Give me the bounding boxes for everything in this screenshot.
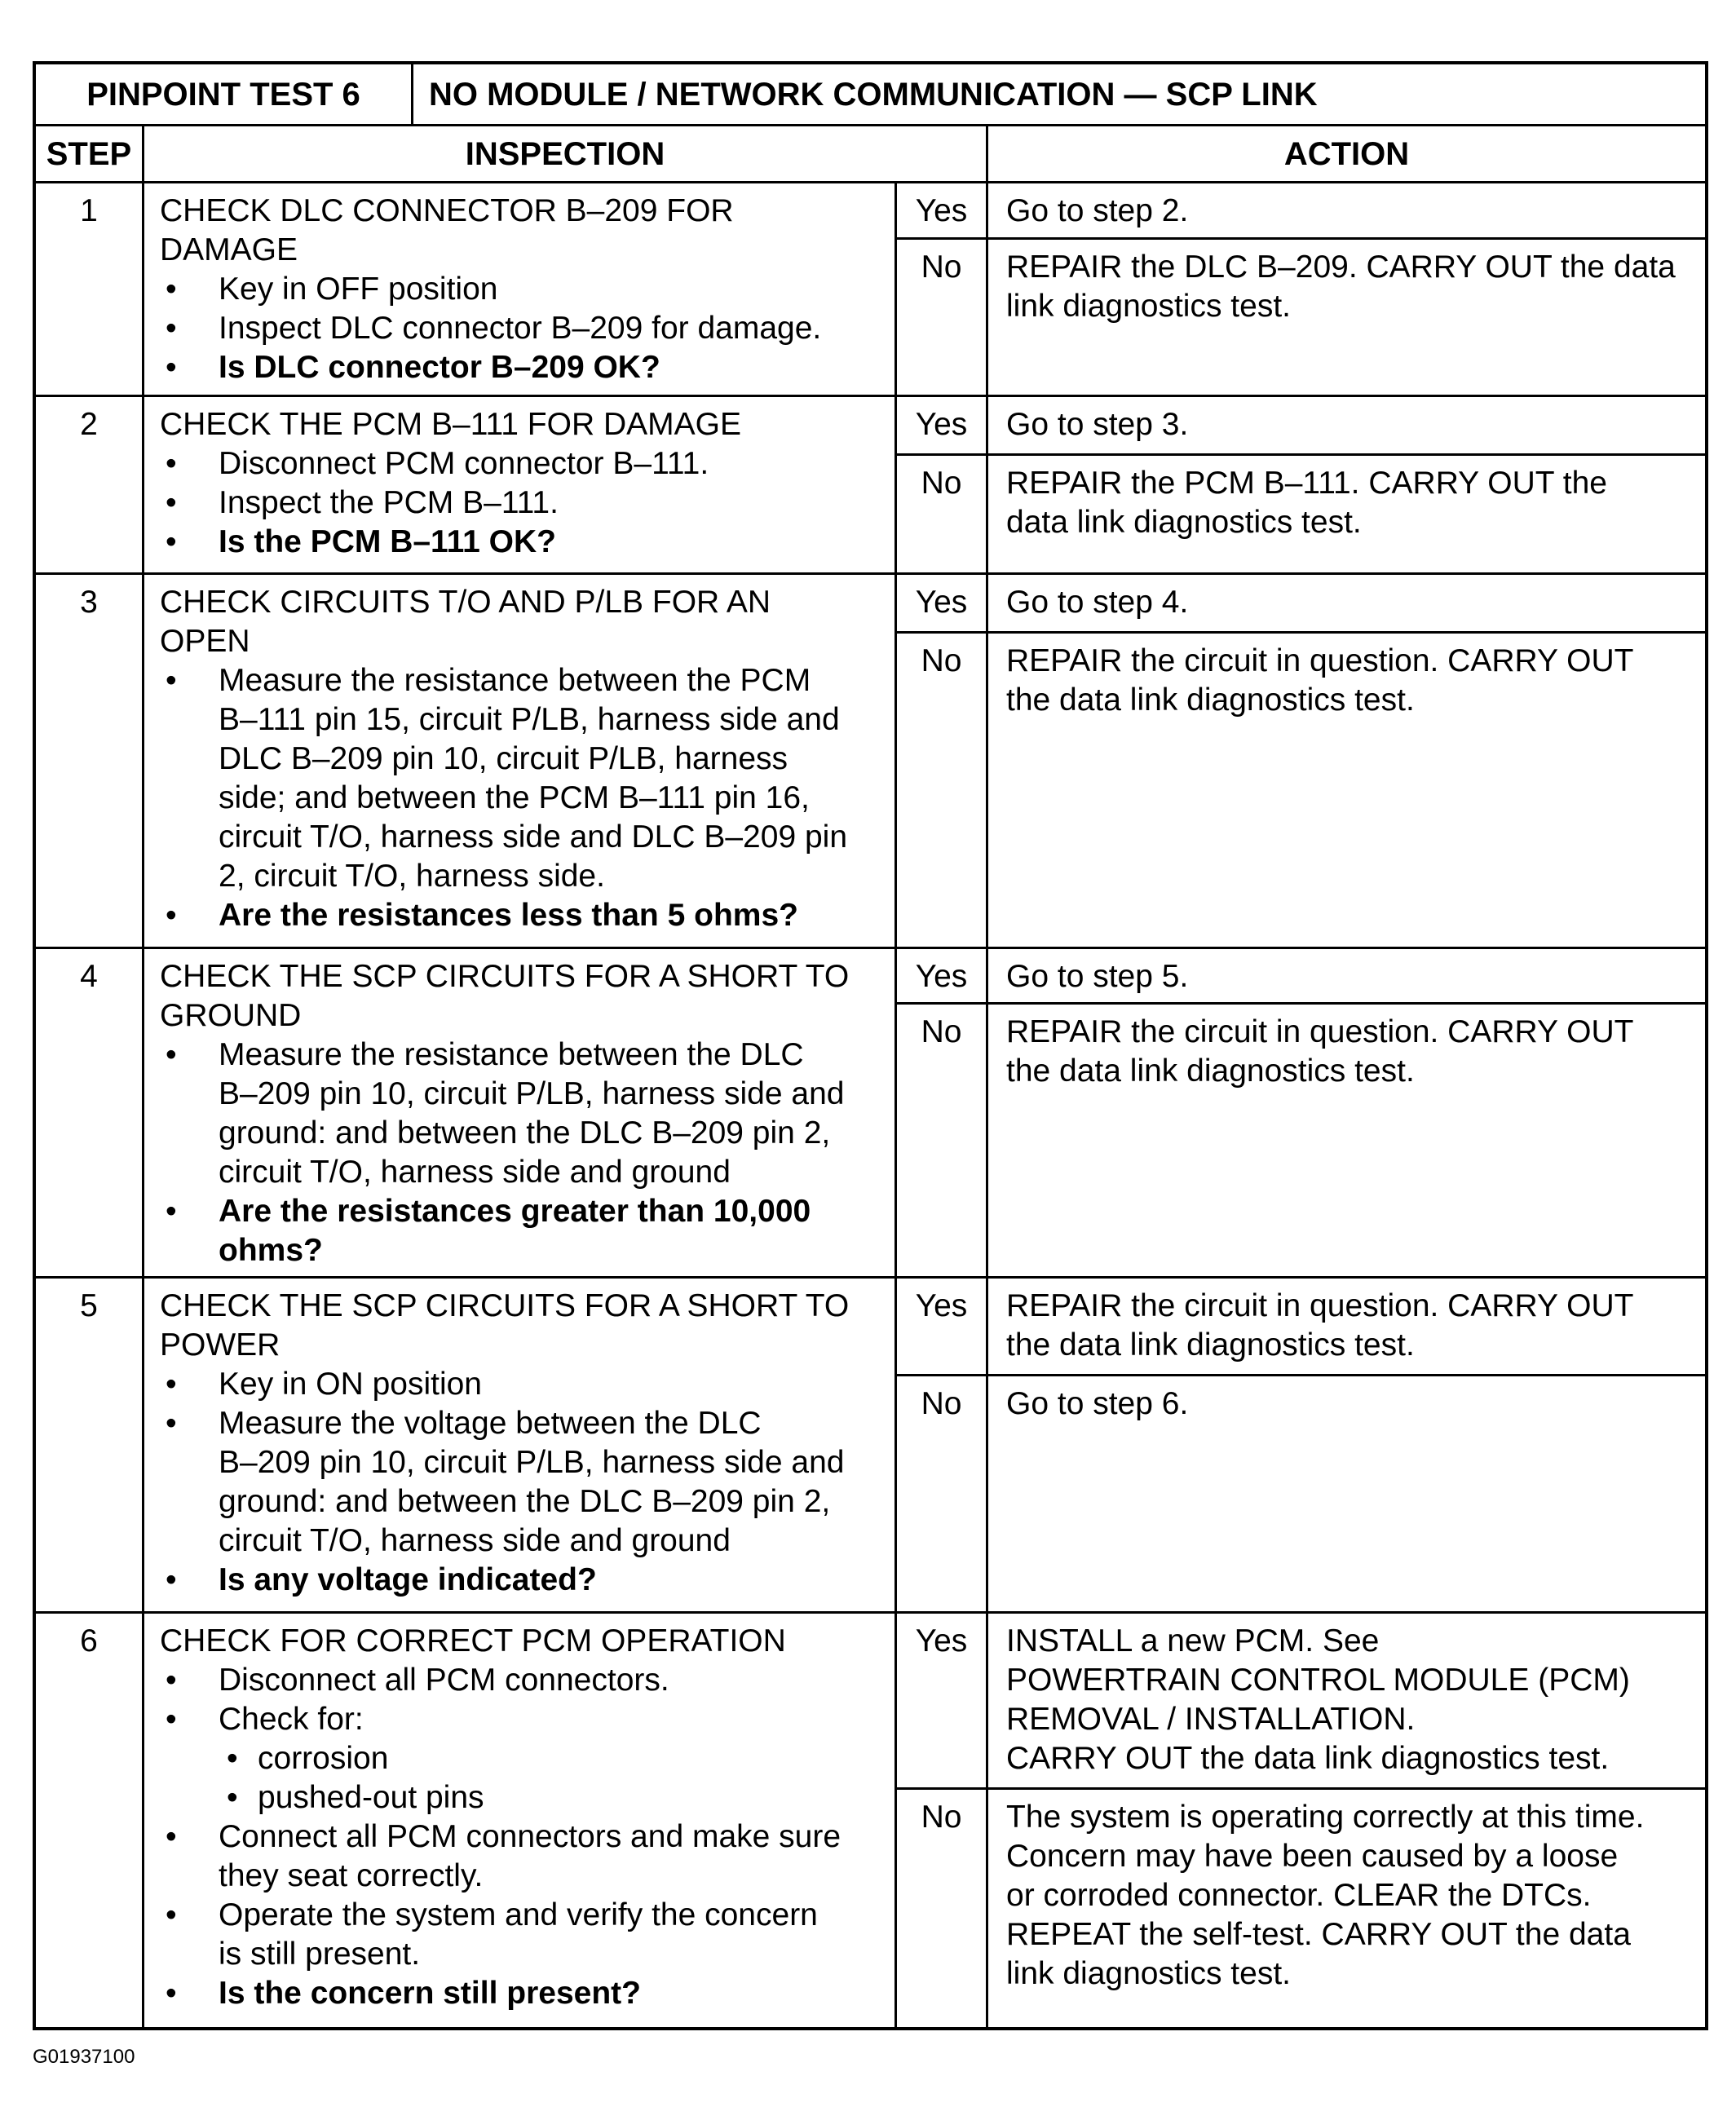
action-column-header: ACTION — [988, 126, 1705, 181]
sub-bullet-text: • corrosion — [258, 1741, 389, 1776]
step-3-inspection — [144, 575, 895, 947]
step-3-check-title: CHECK CIRCUITS T/O AND P/LB FOR AN OPEN — [160, 585, 771, 659]
step-4-no-label: No — [897, 1005, 986, 1276]
step-4-no-action: REPAIR the circuit in question. CARRY OUT the data link diagnostics test. — [988, 1005, 1705, 1276]
bullet-text: • Disconnect PCM connector B–111. — [219, 446, 709, 481]
bullet-text: • Operate the system and verify the concern is still present. — [219, 1897, 818, 1972]
step-1-yes-label: Yes — [897, 183, 986, 237]
bullet-text: • Key in ON position — [219, 1367, 482, 1402]
step-4-question — [160, 1192, 891, 1270]
step-2-check-title: CHECK THE PCM B–111 FOR DAMAGE — [160, 407, 741, 442]
pinpoint-test-table — [33, 61, 1708, 2030]
step-6-bullet-2 — [160, 1700, 891, 1817]
step-1-check-title: CHECK DLC CONNECTOR B–209 FOR DAMAGE — [160, 193, 734, 267]
step-4-check-title: CHECK THE SCP CIRCUITS FOR A SHORT TO GROUND — [160, 959, 850, 1033]
step-3-yes-label: Yes — [897, 575, 986, 631]
question-text: • Are the resistances less than 5 ohms? — [219, 898, 798, 933]
question-text: • Is DLC connector B–209 OK? — [219, 350, 660, 385]
test-title-header: NO MODULE / NETWORK COMMUNICATION — SCP LINK — [413, 64, 1705, 124]
step-2-no-action: REPAIR the PCM B–111. CARRY OUT the data link diagnostics test. — [988, 456, 1705, 572]
bullet-text: • Key in OFF position — [219, 272, 498, 307]
step-6-check-title: CHECK FOR CORRECT PCM OPERATION — [160, 1623, 786, 1658]
step-5-check-title: CHECK THE SCP CIRCUITS FOR A SHORT TO POWER — [160, 1288, 850, 1363]
step-3-bullet-1 — [160, 661, 891, 896]
bullet-text: • Measure the resistance between the DLC B–209 pin 10, circuit P/LB, harness side and ground: and between the DLC B–209 pin 2, circuit T/O, harness side and ground — [219, 1037, 845, 1190]
step-6-yes-label: Yes — [897, 1614, 986, 1787]
step-4-inspection — [144, 949, 895, 1276]
step-5-question — [160, 1561, 891, 1600]
step-2-no-label: No — [897, 456, 986, 572]
step-4-yes-action: Go to step 5. — [988, 949, 1705, 1002]
step-4-bullet-1 — [160, 1036, 891, 1192]
step-2-yes-action: Go to step 3. — [988, 397, 1705, 453]
question-text: • Is the concern still present? — [219, 1976, 641, 2011]
question-text: • Is the PCM B–111 OK? — [219, 524, 556, 559]
step-column-header: STEP — [36, 126, 142, 181]
step-1-bullet-1 — [160, 270, 891, 309]
step-4-yes-label: Yes — [897, 949, 986, 1002]
step-1-question — [160, 348, 891, 387]
bullet-text: • Disconnect all PCM connectors. — [219, 1663, 669, 1698]
step-3-question — [160, 896, 891, 935]
step-6-yes-action: INSTALL a new PCM. See POWERTRAIN CONTROL MODULE (PCM) REMOVAL / INSTALLATION. CARRY OUT the data link diagnostics test. — [988, 1614, 1705, 1787]
step-1-no-action: REPAIR the DLC B–209. CARRY OUT the data link diagnostics test. — [988, 240, 1705, 395]
test-number-header: PINPOINT TEST 6 — [36, 64, 411, 124]
step-3-no-label: No — [897, 634, 986, 947]
step-3-number: 3 — [36, 575, 142, 947]
question-text: • Are the resistances greater than 10,000 ohms? — [219, 1194, 811, 1268]
step-1-number: 1 — [36, 183, 142, 395]
step-6-bullet-4 — [160, 1896, 891, 1974]
step-5-number: 5 — [36, 1279, 142, 1611]
question-text: • Is any voltage indicated? — [219, 1562, 597, 1597]
step-2-yes-label: Yes — [897, 397, 986, 453]
step-1-yes-action: Go to step 2. — [988, 183, 1705, 237]
step-3-no-action: REPAIR the circuit in question. CARRY OUT the data link diagnostics test. — [988, 634, 1705, 947]
step-5-no-label: No — [897, 1376, 986, 1611]
step-2-bullet-2 — [160, 484, 891, 523]
step-2-number: 2 — [36, 397, 142, 572]
step-1-bullet-2 — [160, 309, 891, 348]
sub-bullet-text: • pushed-out pins — [258, 1780, 484, 1815]
step-5-no-action: Go to step 6. — [988, 1376, 1705, 1611]
step-6-inspection — [144, 1614, 895, 2027]
step-4-number: 4 — [36, 949, 142, 1276]
step-2-bullet-1 — [160, 444, 891, 484]
step-6-bullet-1 — [160, 1661, 891, 1700]
step-6-sub-bullet-2 — [219, 1778, 891, 1817]
step-5-yes-action: REPAIR the circuit in question. CARRY OUT the data link diagnostics test. — [988, 1279, 1705, 1374]
bullet-text: • Measure the voltage between the DLC B–209 pin 10, circuit P/LB, harness side and ground: and between the DLC B–209 pin 2, circuit T/O, harness side and ground — [219, 1406, 845, 1558]
figure-id: G01937100 — [33, 2046, 135, 2068]
step-6-bullet-3 — [160, 1817, 891, 1896]
step-5-bullet-1 — [160, 1365, 891, 1404]
step-5-yes-label: Yes — [897, 1279, 986, 1374]
step-1-inspection — [144, 183, 895, 395]
step-1-no-label: No — [897, 240, 986, 395]
step-5-bullet-2 — [160, 1404, 891, 1561]
bullet-text: • Check for: — [219, 1702, 364, 1737]
step-3-yes-action: Go to step 4. — [988, 575, 1705, 631]
inspection-column-header: INSPECTION — [144, 126, 986, 181]
step-5-inspection — [144, 1279, 895, 1611]
step-6-number: 6 — [36, 1614, 142, 2027]
step-6-sub-bullet-1 — [219, 1739, 891, 1778]
step-6-no-action: The system is operating correctly at this time. Concern may have been caused by a loose or corroded connector. CLEAR the DTCs. REPEAT the self-test. CARRY OUT the data link diagnostics test. — [988, 1790, 1705, 2027]
bullet-text: • Connect all PCM connectors and make sure they seat correctly. — [219, 1819, 841, 1893]
step-2-inspection — [144, 397, 895, 572]
bullet-text: • Measure the resistance between the PCM B–111 pin 15, circuit P/LB, harness side and DLC B–209 pin 10, circuit P/LB, harness side; and between the PCM B–111 pin 16, circuit T/O, harness side and DLC B–209 pin 2, circuit T/O, harness side. — [219, 663, 848, 894]
step-6-no-label: No — [897, 1790, 986, 2027]
step-6-question — [160, 1974, 891, 2013]
step-2-question — [160, 523, 891, 562]
bullet-text: • Inspect the PCM B–111. — [219, 485, 559, 520]
bullet-text: • Inspect DLC connector B–209 for damage. — [219, 311, 822, 346]
